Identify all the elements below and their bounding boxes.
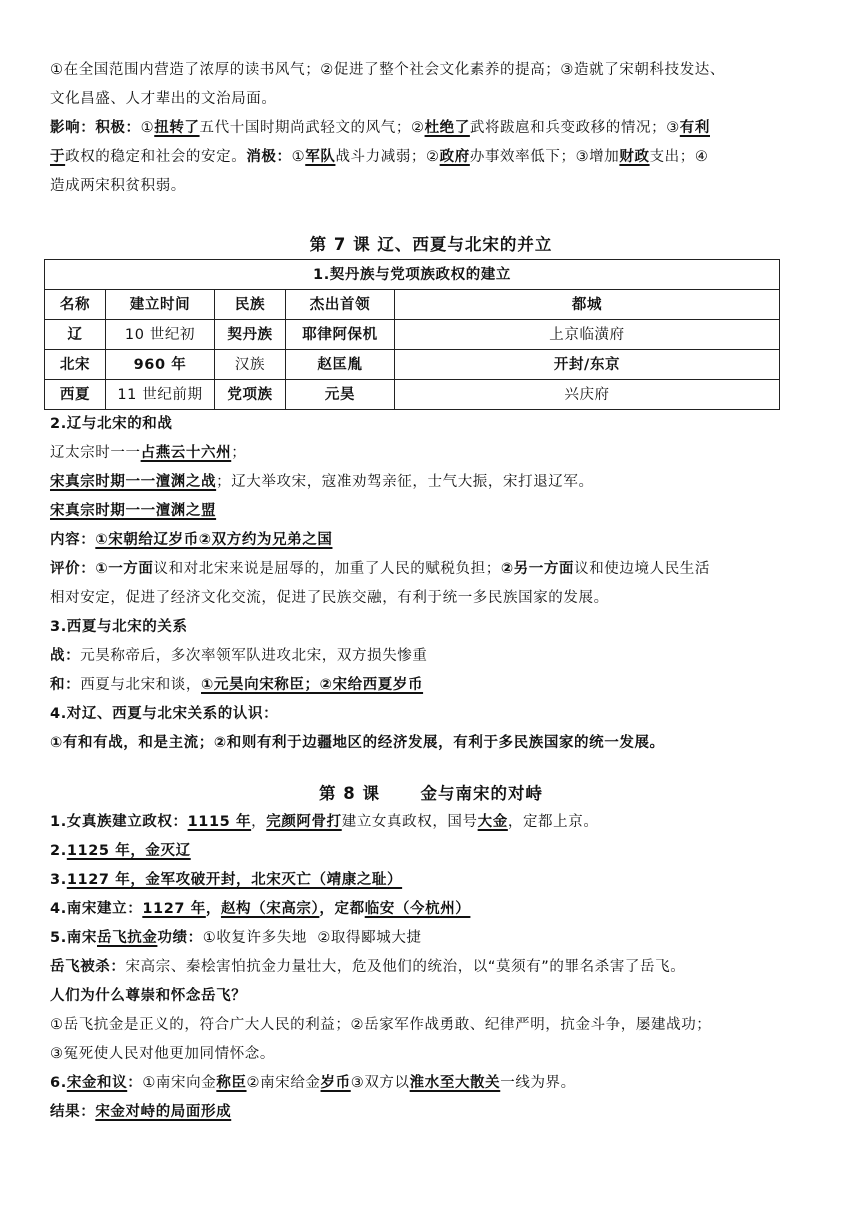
text: ① — [291, 149, 306, 165]
table-header: 杰出首领 — [286, 290, 395, 320]
text: 一线为界。 — [500, 1075, 576, 1091]
yuefei-killed — [50, 953, 812, 982]
keyword: 宋金对峙的局面形成 — [95, 1104, 232, 1120]
text: ①收复许多失地 ②取得郾城大捷 — [202, 930, 422, 946]
impact-label: 影响： — [50, 120, 96, 136]
text: ，定都 — [319, 901, 365, 917]
item-6 — [50, 1069, 812, 1098]
text: 议和对北宋来说是屈辱的，加重了人民的赋税负担； — [153, 561, 501, 577]
keyword: 1127 年 — [142, 901, 206, 917]
text: ；辽大举攻宋，寇准劝驾亲征，士气大振，宋打退辽军。 — [216, 474, 594, 490]
table-cell: 11 世纪前期 — [106, 380, 215, 410]
table-cell: 党项族 — [215, 380, 286, 410]
keyword: 宋金和议 — [66, 1075, 128, 1091]
keyword: 赵构（宋高宗） — [220, 901, 320, 917]
table-cell: 北宋 — [45, 350, 106, 380]
table-cell: 960 年 — [106, 350, 215, 380]
text: 五代十国时期尚武轻文的风气； — [199, 120, 411, 136]
text: ②南宋给金 — [246, 1075, 321, 1091]
keyword: 军队 — [305, 149, 336, 165]
keyword: 宋真宗时期一一澶渊之战 — [50, 474, 217, 490]
keyword: 岁币 — [320, 1075, 351, 1091]
keyword: 岳飞抗金 — [97, 930, 158, 946]
result-line — [50, 1098, 812, 1127]
text: ③ — [666, 120, 680, 136]
chanyuan-treaty-line — [50, 497, 812, 526]
item-label: 1.女真族建立政权： — [50, 814, 188, 830]
text: 辽太宗时一一 — [50, 445, 141, 461]
peace-label: 和： — [50, 677, 81, 693]
text: ①一方面 — [95, 561, 154, 577]
text: 办事效率低下； — [469, 149, 576, 165]
text: 造成两宋积贫积弱。 — [50, 178, 186, 194]
war-label: 战： — [50, 648, 81, 664]
text: ② — [410, 120, 425, 136]
text: 武将跋扈和兵变政移的情况； — [469, 120, 667, 136]
section-3-title: 3.西夏与北宋的关系 — [50, 619, 188, 635]
table-header: 名称 — [45, 290, 106, 320]
section-4-text: ①有和有战，和是主流；②和则有利于边疆地区的经济发展，有利于多民族国家的统一发展。 — [50, 735, 665, 751]
item-5 — [50, 924, 812, 953]
item-label: 6. — [50, 1075, 67, 1091]
table-row — [45, 380, 780, 410]
table-header: 都城 — [395, 290, 780, 320]
table-caption: 1.契丹族与党项族政权的建立 — [45, 260, 780, 290]
liao-taizong-line — [50, 439, 812, 468]
text: ②另一方面 — [500, 561, 575, 577]
table-header-row — [45, 290, 780, 320]
keyword: 财政 — [619, 149, 650, 165]
text: ； — [231, 445, 247, 461]
table-cell: 汉族 — [215, 350, 286, 380]
text: 战斗力减弱； — [335, 149, 427, 165]
negative-label: 消极： — [246, 149, 292, 165]
item-label: 2. — [50, 843, 67, 859]
item-3 — [50, 866, 812, 895]
question-title: 人们为什么尊崇和怀念岳飞？ — [50, 988, 247, 1004]
keyword: 政府 — [439, 149, 470, 165]
table-cell: 契丹族 — [215, 320, 286, 350]
keyword: 占燕云十六州 — [140, 445, 232, 461]
table-cell: 10 世纪初 — [106, 320, 215, 350]
treaty-evaluation — [50, 555, 812, 613]
text: ② — [426, 149, 440, 165]
table-cell: 西夏 — [45, 380, 106, 410]
table-cell: 兴庆府 — [395, 380, 780, 410]
kill-label: 岳飞被杀： — [50, 959, 126, 975]
war-line — [50, 642, 812, 671]
keyword: 于 — [50, 149, 66, 165]
keyword: ①宋朝给辽岁币②双方约为兄弟之国 — [95, 532, 333, 548]
keyword: 临安（今杭州） — [364, 901, 471, 917]
text: ： — [127, 1075, 143, 1091]
table-cell: 元昊 — [286, 380, 395, 410]
text: ③双方以 — [350, 1075, 410, 1091]
item-label: 功绩： — [157, 930, 203, 946]
text: 元昊称帝后，多次率领军队进攻北宋，双方损失惨重 — [80, 648, 428, 664]
table-header: 民族 — [215, 290, 286, 320]
lesson-8-title: 第 8 课 金与南宋的对峙 — [319, 784, 543, 803]
keyword: 扭转了 — [154, 120, 200, 136]
keyword: 完颜阿骨打 — [266, 814, 342, 830]
table-cell: 耶律阿保机 — [286, 320, 395, 350]
text: 西夏与北宋和谈， — [80, 677, 202, 693]
text: 建立女真政权，国号 — [341, 814, 478, 830]
item-2 — [50, 837, 812, 866]
text: ③增加 — [575, 149, 620, 165]
item-label: 4.南宋建立： — [50, 901, 143, 917]
text: ①南宋向金 — [142, 1075, 217, 1091]
keyword: 1127 年，金军攻破开封，北宋灭亡（靖康之耻） — [66, 872, 403, 888]
evaluation-label: 评价： — [50, 561, 96, 577]
item-label: 3. — [50, 872, 67, 888]
text: 相对安定，促进了经济文化交流，促进了民族交融，有利于统一多民族国家的发展。 — [50, 590, 609, 606]
intro-line-1: ①在全国范围内营造了浓厚的读书风气；②促进了整个社会文化素养的提高；③造就了宋朝科技发达、 — [50, 62, 725, 78]
keyword: ①元昊向宋称臣；②宋给西夏岁币 — [201, 677, 424, 693]
keyword: 1115 年 — [187, 814, 252, 830]
item-label: 5.南宋 — [50, 930, 97, 946]
positive-label: 积极： — [95, 120, 141, 136]
keyword: 1125 年，金灭辽 — [66, 843, 191, 859]
table-cell: 开封/东京 — [395, 350, 780, 380]
table-header: 建立时间 — [106, 290, 215, 320]
text: ① — [140, 120, 155, 136]
keyword: 宋真宗时期一一澶渊之盟 — [50, 503, 217, 519]
result-label: 结果： — [50, 1104, 96, 1120]
table-cell: 上京临潢府 — [395, 320, 780, 350]
lesson-7-title: 第 7 课 辽、西夏与北宋的并立 — [309, 235, 553, 254]
text: 议和使边境人民生活 — [574, 561, 710, 577]
peace-line — [50, 671, 812, 700]
text: 支出；④ — [649, 149, 709, 165]
intro-line-2: 文化昌盛、人才辈出的文治局面。 — [50, 91, 277, 107]
section-4-title: 4.对辽、西夏与北宋关系的认识： — [50, 706, 279, 722]
regimes-table — [44, 259, 780, 410]
text: ， — [251, 814, 267, 830]
text: 政权的稳定和社会的安定。 — [65, 149, 247, 165]
chanyuan-battle-line — [50, 468, 812, 497]
text: 宋高宗、秦桧害怕抗金力量壮大，危及他们的统治，以“莫须有”的罪名杀害了岳飞。 — [125, 959, 686, 975]
document-page — [50, 56, 812, 1127]
table-row — [45, 350, 780, 380]
table-cell: 辽 — [45, 320, 106, 350]
keyword: 杜绝了 — [424, 120, 470, 136]
item-4 — [50, 895, 812, 924]
impact-paragraph — [50, 114, 812, 201]
text: ， — [205, 901, 221, 917]
keyword: 淮水至大散关 — [409, 1075, 501, 1091]
table-row — [45, 320, 780, 350]
text: ，定都上京。 — [507, 814, 599, 830]
question-answer-2: ③冤死使人民对他更加同情怀念。 — [50, 1046, 275, 1062]
table-cell: 赵匡胤 — [286, 350, 395, 380]
keyword: 称臣 — [216, 1075, 247, 1091]
question-answer-1: ①岳飞抗金是正义的，符合广大人民的利益；②岳家军作战勇敢、纪律严明，抗金斗争，屡建战功； — [50, 1017, 712, 1033]
keyword: 大金 — [477, 814, 508, 830]
section-2-title: 2.辽与北宋的和战 — [50, 416, 173, 432]
keyword: 有利 — [679, 120, 710, 136]
content-label: 内容： — [50, 532, 96, 548]
item-1 — [50, 808, 812, 837]
treaty-content-line — [50, 526, 812, 555]
